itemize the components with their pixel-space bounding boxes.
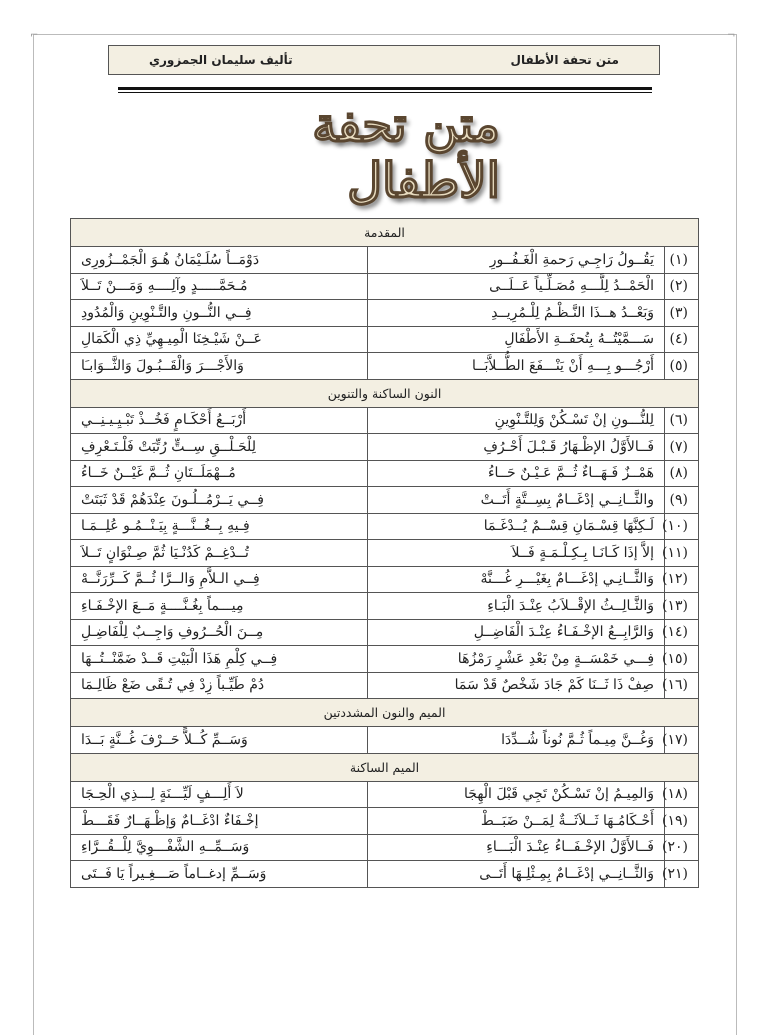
- verse-first-hemistich: إلاَّ إذَا كَـانَـا بِـكِـلْـمَـةٍ فَــلاَ: [368, 540, 665, 567]
- verse-second-hemistich: دَوْمَــاً سُلَـيْمَانُ هُـوَ الْجَمْــزُورِى: [71, 247, 368, 274]
- verse-first-hemistich: لَـكِنَّهَا قِسْـمَانِ قِسْــمٌ يُــدْغَـمَا: [368, 513, 665, 540]
- verse-row: [71, 513, 699, 540]
- section-header-row: [71, 379, 699, 407]
- verse-first-hemistich: فَــالأَوَّلُ الإخْـفَــاءُ عِنْـدَ الْبَـــاءِ: [368, 834, 665, 861]
- verse-first-hemistich: صِفْ ذَا ثَــنَا كَمْ جَادَ شَخْصٌ قَدْ سَمَا: [368, 672, 665, 699]
- verse-first-hemistich: وَالثَّــانِـي إدْغَـــامٌ بِغَيْـــرِ غُـــنَّهْ: [368, 566, 665, 593]
- verse-second-hemistich: وَالأَجْـــرَ وَالْقَــبُـولَ وَالثَّــوَابـَا: [71, 353, 368, 380]
- verse-number: (٨): [665, 460, 699, 487]
- verse-number: (١٧): [665, 727, 699, 754]
- section-title: النون الساكنة والتنوين: [71, 379, 699, 407]
- verse-first-hemistich: وَالمِيـمُ إنْ تَسْـكُنْ تَجِي قَبْلَ الْهِجَا: [368, 781, 665, 808]
- poem-table: [70, 218, 699, 888]
- verse-first-hemistich: وَبَعْــدُ هــذَا النَّـظْـمُ لِلْـمُرِيــدِ: [368, 300, 665, 327]
- verse-second-hemistich: تُــدْغِــمْ كَدُنْـيَا ثُمَّ صِـنْوَانٍ تَــلاَ: [71, 540, 368, 567]
- verse-second-hemistich: لِلْحَـلْــقِ سِــتٍّ رُتِّبَتْ فَلْـتَـعْرِفِ: [71, 434, 368, 461]
- section-title: الميم والنون المشددتين: [71, 699, 699, 727]
- header-rule-thick: [118, 87, 652, 90]
- header-book-title: متن تحفة الأطفال: [510, 53, 619, 67]
- verse-second-hemistich: فِــي الـلاَّمِ وَالــرَّا ثُــمَّ كَــرِّرَنَّــهْ: [71, 566, 368, 593]
- verse-row: [71, 834, 699, 861]
- verse-second-hemistich: وَسَــمِّ إدغــاماً صَـــغِـيراً يَا فَــتَى: [71, 861, 368, 888]
- section-title: المقدمة: [71, 219, 699, 247]
- verse-second-hemistich: دُمْ طَيِّـباً زِدْ فِي تُـقًى ضَعْ ظَالِـمَا: [71, 672, 368, 699]
- verse-second-hemistich: وَسَــمِّــهِ الشَّفْـــوِيَّ لِلْــقُــرَّاءِ: [71, 834, 368, 861]
- verse-first-hemistich: لِلنُّـــونِ إنْ تَسْـكُنْ وَلِلتَّـنْوِينِ: [368, 407, 665, 434]
- verse-first-hemistich: الْحَمْــدُ لِلَّـــهِ مُصَـلِّـياً عَــلَــى: [368, 273, 665, 300]
- verse-second-hemistich: مُـحَمَّـــــدٍ وآلِــــهِ وَمَـــنْ تَــلاَ: [71, 273, 368, 300]
- verse-number: (٣): [665, 300, 699, 327]
- verse-first-hemistich: وَالثَّـالِــثُ الإقْــلاَبُ عِنْـدَ الْبَـاءِ: [368, 593, 665, 620]
- verse-row: [71, 273, 699, 300]
- verse-second-hemistich: أَرْبَــعُ أَحْكَـامٍ فَخُــذْ تَبْـيِـيـنِــي: [71, 407, 368, 434]
- verse-first-hemistich: وَالرَّابِــعُ الإخْـفَـاءُ عِنْـدَ الْفَاضِــلِ: [368, 619, 665, 646]
- verse-row: [71, 808, 699, 835]
- verse-row: [71, 781, 699, 808]
- verse-first-hemistich: يَقُــولُ رَاجِـي رَحمةِ الْغَـفُــورِ: [368, 247, 665, 274]
- header-author: تأليف سليمان الجمزوري: [149, 53, 293, 67]
- corner-mark-top-right: ¬: [727, 30, 736, 41]
- verse-number: (١٨): [665, 781, 699, 808]
- verse-first-hemistich: هَمْــزٌ فَـهَــاءٌ ثُــمَّ عَـيْـنٌ حَــاءُ: [368, 460, 665, 487]
- verse-first-hemistich: والثَّــانِــي إدْغَــامٌ بِسِــتَّةٍ أَتَــتْ: [368, 487, 665, 514]
- verse-first-hemistich: وَالثَّــانِــي إدْغَــامٌ بِمِـثْلِـهَا أَتَــى: [368, 861, 665, 888]
- verse-row: [71, 487, 699, 514]
- verse-first-hemistich: فَــالأَوَّلُ الإظْـهَارُ قَـبْـلَ أَحْـرُفِ: [368, 434, 665, 461]
- verse-number: (٢١): [665, 861, 699, 888]
- verse-row: [71, 407, 699, 434]
- verse-row: [71, 434, 699, 461]
- verse-number: (١٦): [665, 672, 699, 699]
- verse-row: [71, 672, 699, 699]
- decorative-title: متن تحفة الأطفال: [312, 97, 500, 209]
- verse-row: [71, 646, 699, 673]
- verse-row: [71, 460, 699, 487]
- verse-second-hemistich: فِــي النُّــونِ والتَّـنْوِينِ وَالْمُدُودِ: [71, 300, 368, 327]
- verse-second-hemistich: مِيـــماً بِغُـنَّــــةٍ مَــعَ الإخْـفَـاءِ: [71, 593, 368, 620]
- verse-row: [71, 540, 699, 567]
- verse-row: [71, 566, 699, 593]
- verse-number: (١٥): [665, 646, 699, 673]
- verse-second-hemistich: عَــنْ شَيْـخِنَا الْمِيـهِيِّ ذِي الْكَمَالِ: [71, 326, 368, 353]
- verse-row: [71, 861, 699, 888]
- section-title: الميم الساكنة: [71, 753, 699, 781]
- verse-first-hemistich: فِـــي خَمْسَــةٍ مِنْ بَعْدِ عَشْرٍ رَمْزُهَا: [368, 646, 665, 673]
- verse-row: [71, 326, 699, 353]
- section-header-row: [71, 699, 699, 727]
- verse-row: [71, 300, 699, 327]
- verse-second-hemistich: فِــي كِلْمِ هَذَا الْبَيْتِ قَــدْ ضَمَّنْــتُــهَا: [71, 646, 368, 673]
- verse-second-hemistich: وَسَــمِّ كُــلاًّ حَــرْفَ غُــنَّةٍ بَــدَا: [71, 727, 368, 754]
- verse-number: (١٠): [665, 513, 699, 540]
- verse-number: (١٢): [665, 566, 699, 593]
- verse-first-hemistich: أَرْجُـــو بِـــهِ أَنْ يَنْـــفَعَ الطُّــلاَّبَــا: [368, 353, 665, 380]
- verse-first-hemistich: سَـــمَّيْتُــهُ بِتُحفَــةِ الأَطْفَالِ: [368, 326, 665, 353]
- verse-first-hemistich: وَغُــنَّ مِيـماً ثُـمَّ نُوناً شُــدِّدَا: [368, 727, 665, 754]
- verse-number: (٦): [665, 407, 699, 434]
- verse-number: (٢): [665, 273, 699, 300]
- header-rule-thin: [118, 92, 652, 93]
- verse-number: (١٤): [665, 619, 699, 646]
- verse-number: (٤): [665, 326, 699, 353]
- verse-number: (١٩): [665, 808, 699, 835]
- verse-row: [71, 247, 699, 274]
- verse-second-hemistich: مِــنَ الْحُــرُوفِ وَاجِــبٌ لِلْفَاضِـلِ: [71, 619, 368, 646]
- verse-first-hemistich: أَحْـكَامُـهَا ثَــلاَثَــةٌ لِمَــنْ ضَبَــطْ: [368, 808, 665, 835]
- verse-second-hemistich: لاَ أَلِـــفٍ لَيِّـــنَةٍ لِـــذِي الْحِـجَا: [71, 781, 368, 808]
- verse-row: [71, 353, 699, 380]
- verse-number: (١١): [665, 540, 699, 567]
- page-header: [108, 45, 660, 75]
- verse-second-hemistich: مُــهْمَلَــتَانِ ثُــمَّ غَيْــنٌ خَــاءُ: [71, 460, 368, 487]
- verse-number: (٥): [665, 353, 699, 380]
- section-header-row: [71, 219, 699, 247]
- verse-row: [71, 727, 699, 754]
- verse-number: (٢٠): [665, 834, 699, 861]
- verse-row: [71, 593, 699, 620]
- verse-second-hemistich: فِــي يَــرْمُــلُـونَ عِنْدَهُمْ قَدْ ثَبَتَتْ: [71, 487, 368, 514]
- corner-mark-top-left: ⌐: [30, 30, 39, 41]
- verse-second-hemistich: إخْـفَاءٌ ادْغَــامٌ وَإظْـهَــارٌ فَقَـــطْ: [71, 808, 368, 835]
- verse-number: (٧): [665, 434, 699, 461]
- section-header-row: [71, 753, 699, 781]
- verse-number: (١٣): [665, 593, 699, 620]
- verse-row: [71, 619, 699, 646]
- poem-body: [71, 219, 699, 888]
- verse-second-hemistich: فِـيهِ بِــغُــنَّـــةٍ بِيَـنْــمُـو عُلِــمَـا: [71, 513, 368, 540]
- verse-number: (٩): [665, 487, 699, 514]
- verse-number: (١): [665, 247, 699, 274]
